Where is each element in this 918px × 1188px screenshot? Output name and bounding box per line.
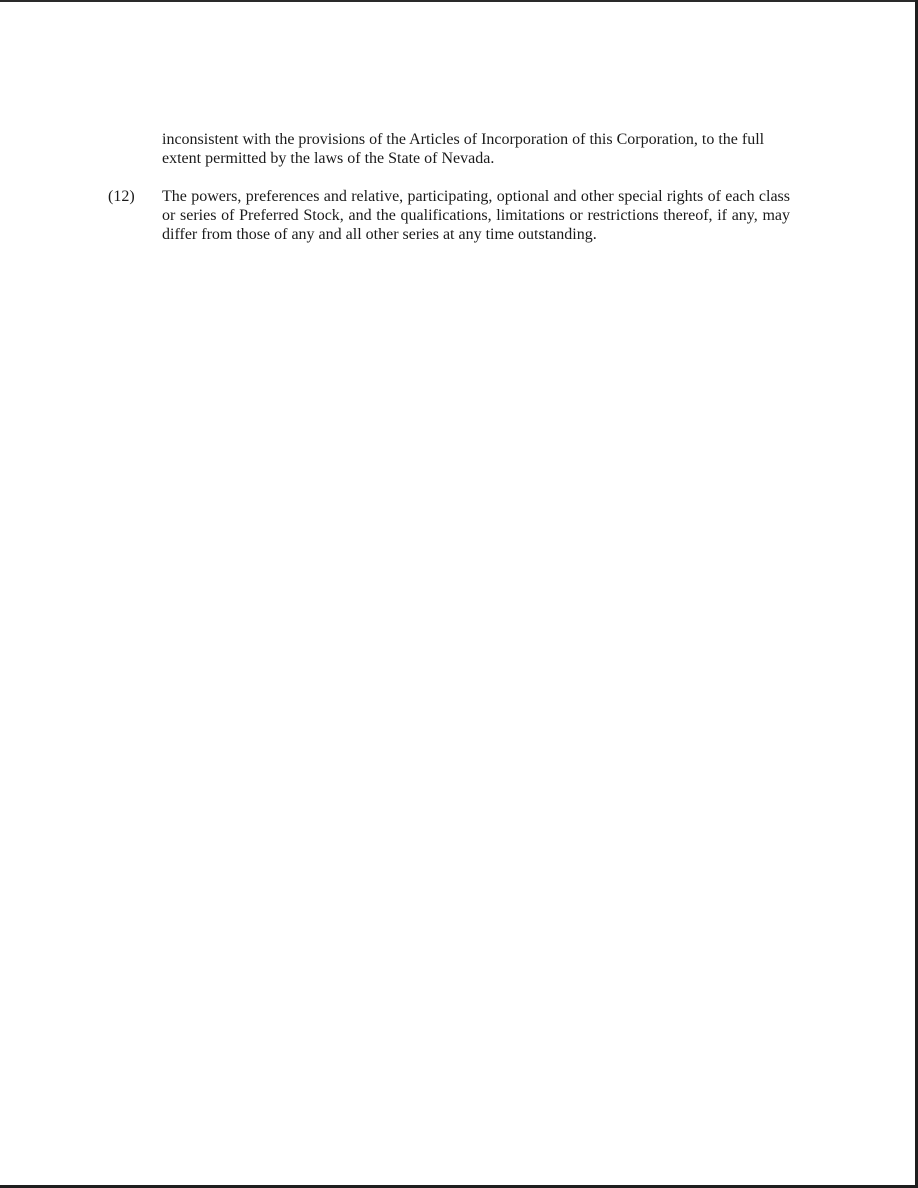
clause-number: (12)	[108, 188, 135, 205]
scan-edge-top	[0, 0, 918, 2]
continuation-paragraph: inconsistent with the provisions of the Articles of Incorporation of this Corporation, to the full extent permitted by the laws of the State of Nevada.	[162, 131, 765, 167]
clause-text: The powers, preferences and relative, participating, optional and other special rights of each class or series of Preferred Stock, and the qualifications, limitations or restrictions thereof, if any, may differ from those of any and all other series at any time outstanding.	[162, 188, 790, 243]
clause-12	[108, 187, 790, 244]
